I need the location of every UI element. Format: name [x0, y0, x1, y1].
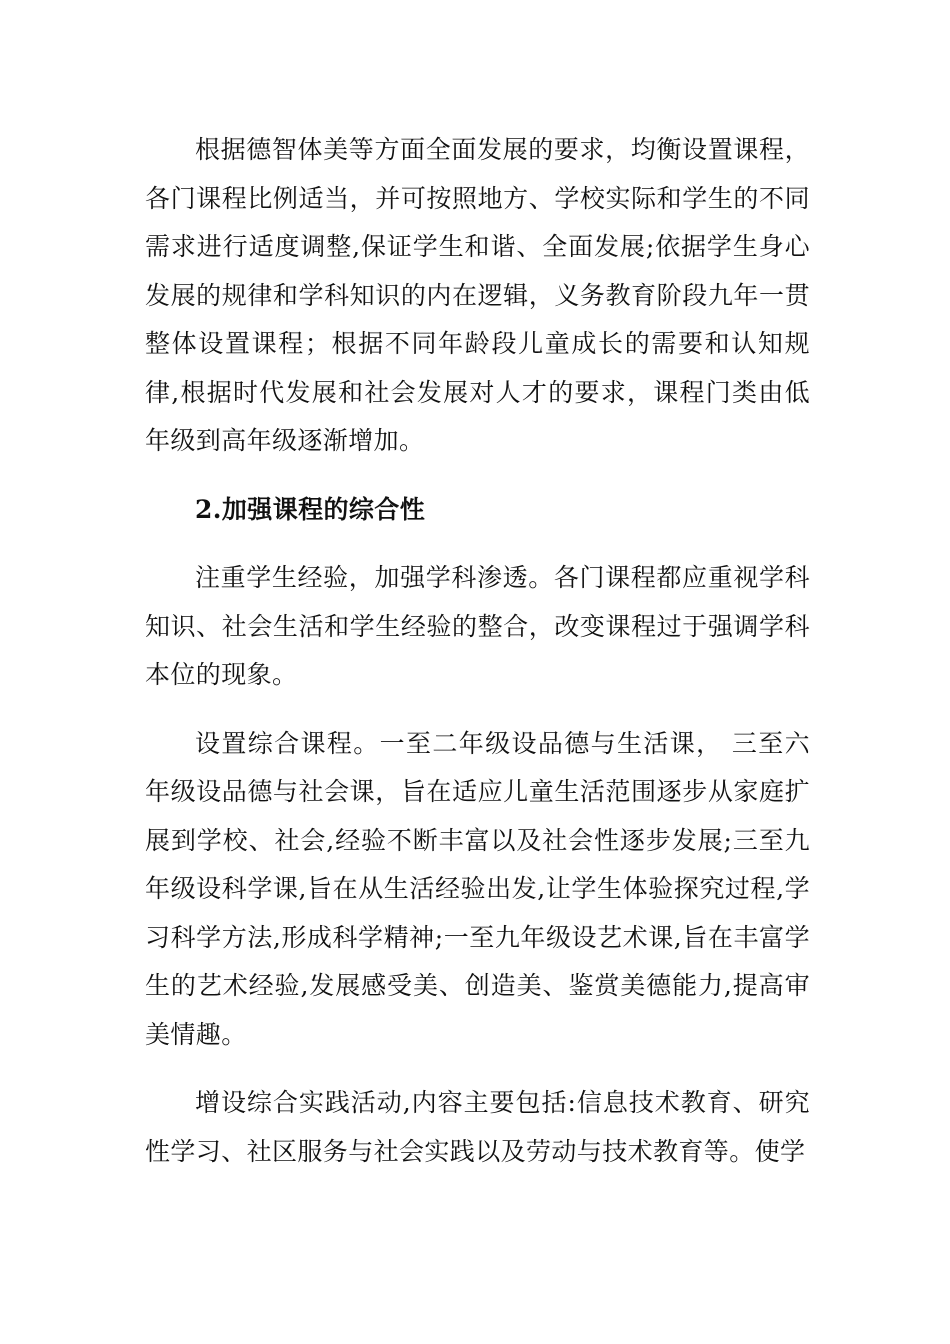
section-heading: 2.加强课程的综合性 — [195, 494, 426, 524]
document-page — [145, 126, 810, 1196]
body-paragraph-4: 增设综合实践活动,内容主要包括:信息技术教育、研究性学习、社区服务与社会实践以及劳动与技术教育等。使学 — [145, 1088, 810, 1166]
body-paragraph-2: 注重学生经验，加强学科渗透。各门课程都应重视学科知识、社会生活和学生经验的整合，改变课程过于强调学科本位的现象。 — [145, 563, 810, 689]
body-paragraph-3: 设置综合课程。一至二年级设品德与生活课， 三至六年级设品德与社会课，旨在适应儿童生活范围逐步从家庭扩展到学校、社会,经验不断丰富以及社会性逐步发展;三至九年级设科学课,旨在从生活经验出发,让学生体验探究过程,学习科学方法,形成科学精神;一至九年级设艺术课,旨在丰富学生的艺术经验,发展感受美、创造美、鉴赏美德能力,提高审美情趣。 — [145, 728, 810, 1049]
body-paragraph-1: 根据德智体美等方面全面发展的要求，均衡设置课程，各门课程比例适当，并可按照地方、学校实际和学生的不同需求进行适度调整,保证学生和谐、全面发展;依据学生身心发展的规律和学科知识的内在逻辑，义务教育阶段九年一贯整体设置课程；根据不同年龄段儿童成长的需要和认知规律,根据时代发展和社会发展对人才的要求，课程门类由低年级到高年级逐渐增加。 — [145, 135, 810, 455]
